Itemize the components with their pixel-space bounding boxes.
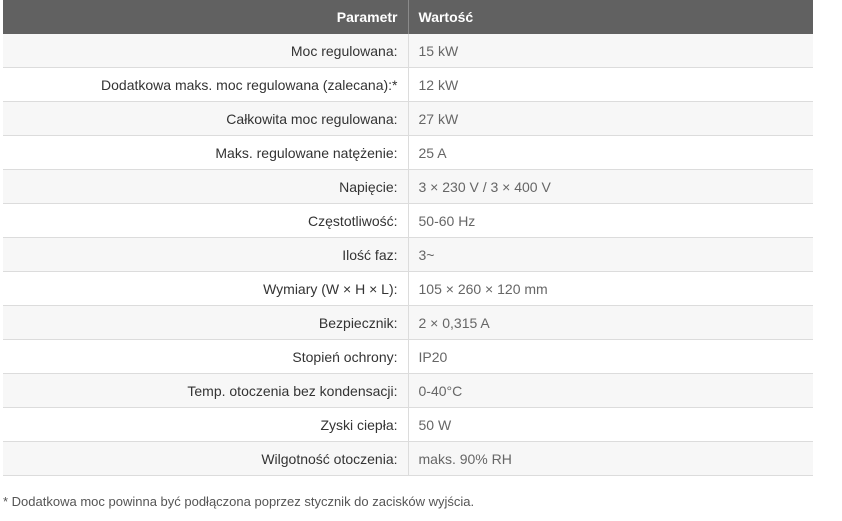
table-row <box>3 340 813 374</box>
value-cell: 0-40°C <box>408 374 813 408</box>
value-cell: 3 × 230 V / 3 × 400 V <box>408 170 813 204</box>
header-parameter: Parametr <box>3 0 408 34</box>
parameter-cell: Wilgotność otoczenia: <box>3 442 408 476</box>
value-cell: 25 A <box>408 136 813 170</box>
header-value: Wartość <box>408 0 813 34</box>
table-header <box>3 0 813 34</box>
table-row <box>3 136 813 170</box>
value-cell: IP20 <box>408 340 813 374</box>
table-row <box>3 272 813 306</box>
value-cell: 3~ <box>408 238 813 272</box>
table-row <box>3 170 813 204</box>
table-row <box>3 102 813 136</box>
value-cell: 15 kW <box>408 34 813 68</box>
parameter-cell: Moc regulowana: <box>3 34 408 68</box>
value-cell: 105 × 260 × 120 mm <box>408 272 813 306</box>
parameter-cell: Wymiary (W × H × L): <box>3 272 408 306</box>
value-cell: maks. 90% RH <box>408 442 813 476</box>
value-cell: 50 W <box>408 408 813 442</box>
parameter-cell: Częstotliwość: <box>3 204 408 238</box>
parameter-cell: Maks. regulowane natężenie: <box>3 136 408 170</box>
table-row <box>3 442 813 476</box>
spec-table <box>3 0 813 476</box>
parameter-cell: Stopień ochrony: <box>3 340 408 374</box>
table-body <box>3 34 813 476</box>
value-cell: 27 kW <box>408 102 813 136</box>
table-row <box>3 374 813 408</box>
value-cell: 50-60 Hz <box>408 204 813 238</box>
parameter-cell: Zyski ciepła: <box>3 408 408 442</box>
table-row <box>3 68 813 102</box>
parameter-cell: Bezpiecznik: <box>3 306 408 340</box>
value-cell: 12 kW <box>408 68 813 102</box>
table-row <box>3 204 813 238</box>
parameter-cell: Dodatkowa maks. moc regulowana (zalecana):* <box>3 68 408 102</box>
parameter-cell: Ilość faz: <box>3 238 408 272</box>
parameter-cell: Napięcie: <box>3 170 408 204</box>
table-row <box>3 306 813 340</box>
table-row <box>3 238 813 272</box>
footnote: * Dodatkowa moc powinna być podłączona poprzez stycznik do zacisków wyjścia. <box>3 494 475 509</box>
table-row <box>3 408 813 442</box>
parameter-cell: Temp. otoczenia bez kondensacji: <box>3 374 408 408</box>
value-cell: 2 × 0,315 A <box>408 306 813 340</box>
parameter-cell: Całkowita moc regulowana: <box>3 102 408 136</box>
header-row <box>3 0 813 34</box>
table-row <box>3 34 813 68</box>
